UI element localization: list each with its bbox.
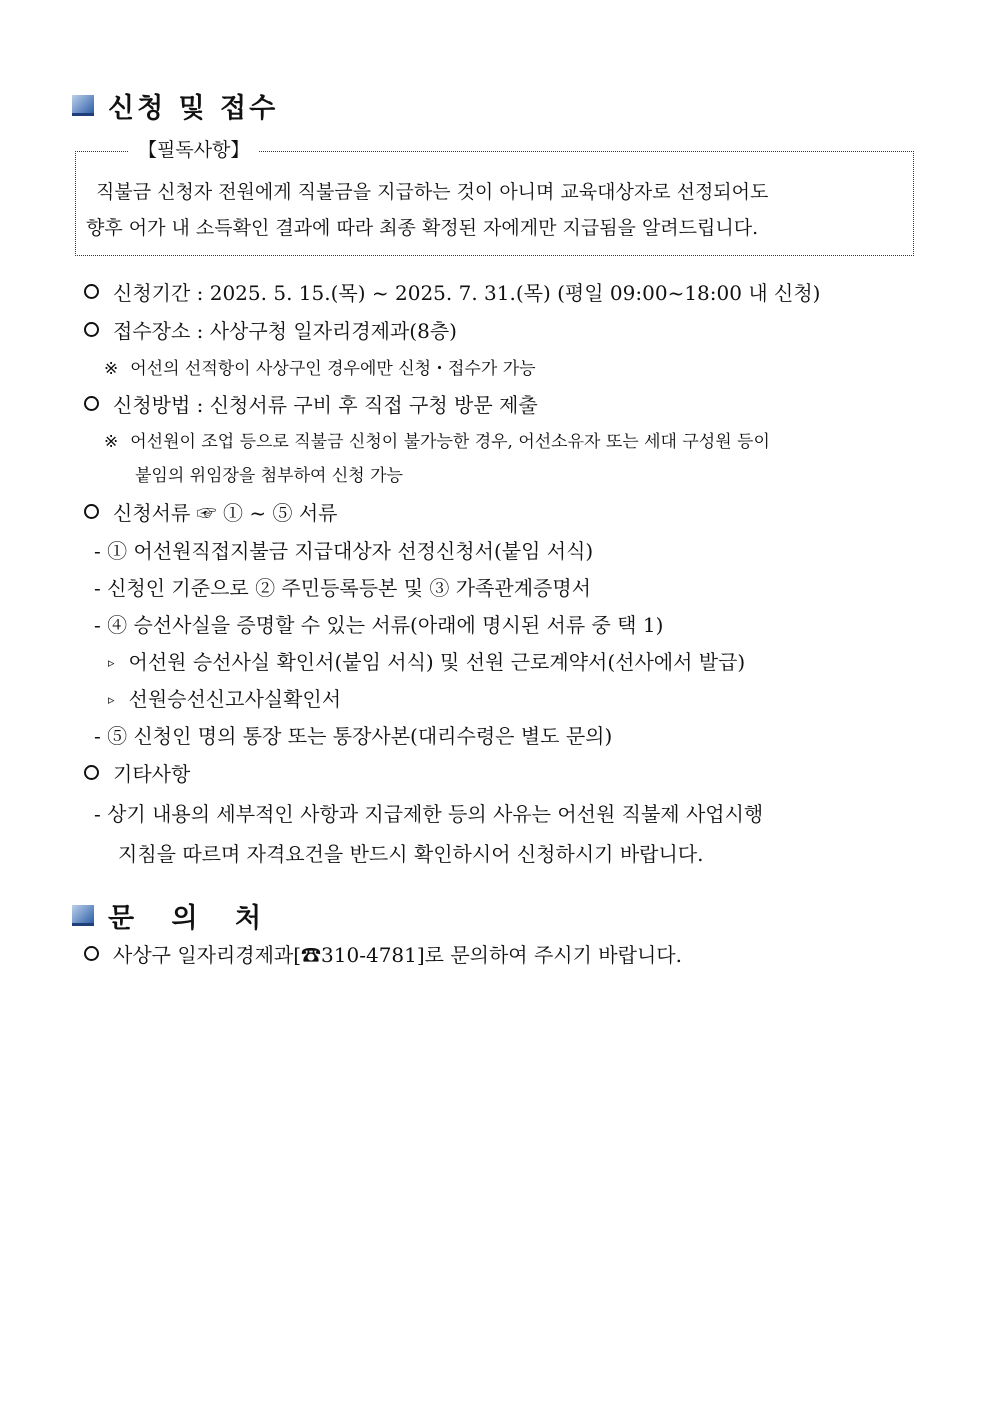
circle-bullet-icon [84,322,99,337]
doc-5: - ⑤ 신청인 명의 통장 또는 통장사본(대리수령은 별도 문의) [94,724,613,748]
circle-bullet-icon [84,504,99,519]
section-heading-application [72,86,278,125]
method-note-text-1: 어선원이 조업 등으로 직불금 신청이 불가능한 경우, 어선소유자 또는 세대 구성원 등이 [130,432,770,452]
method-note-line-2: 붙임의 위임장을 첨부하여 신청 가능 [135,466,403,486]
doc-3b-text: 선원승선신고사실확인서 [128,687,342,711]
place-note-text: 어선의 선적항이 사상구인 경우에만 신청・접수가 가능 [130,359,536,379]
item-period-text: 신청기간 : 2025. 5. 15.(목) ~ 2025. 7. 31.(목) (평일 09:00~18:00 내 신청) [113,281,821,305]
place-note [104,358,536,380]
triangle-bullet-icon: ▹ [108,693,115,708]
circle-bullet-icon [84,946,99,961]
doc-1: - ① 어선원직접지불금 지급대상자 선정신청서(붙임 서식) [94,539,594,563]
item-etc-text: 기타사항 [113,762,191,786]
reference-mark-icon: ※ [104,359,119,379]
method-note-line-1 [104,431,770,453]
item-docs [84,500,337,526]
item-etc [84,761,190,787]
reference-mark-icon: ※ [104,432,119,452]
notice-line-1: 직불금 신청자 전원에게 직불금을 지급하는 것이 아니며 교육대상자로 선정되어도 [96,181,769,203]
circle-bullet-icon [84,396,99,411]
item-docs-text: 신청서류 ☞ ① ~ ⑤ 서류 [113,501,338,525]
section-title: 문 의 처 [108,903,276,934]
notice-line-2: 향후 어가 내 소득확인 결과에 따라 최종 확정된 자에게만 지급됨을 알려드립니다. [86,217,759,239]
item-method [84,392,538,418]
doc-3a-text: 어선원 승선사실 확인서(붙임 서식) 및 선원 근로계약서(선사에서 발급) [128,650,746,674]
item-period [84,280,820,306]
section-title: 신청 및 접수 [108,93,279,124]
triangle-bullet-icon: ▹ [108,656,115,671]
section-heading-contact [72,896,275,935]
etc-line-1: - 상기 내용의 세부적인 사항과 지급제한 등의 사유는 어선원 직불제 사업시행 [94,802,764,826]
doc-2: - 신청인 기준으로 ② 주민등록등본 및 ③ 가족관계증명서 [94,576,591,600]
doc-3a [108,649,745,677]
contact-line [84,942,682,968]
circle-bullet-icon [84,765,99,780]
notice-box [75,139,914,256]
item-place-text: 접수장소 : 사상구청 일자리경제과(8층) [113,319,457,343]
doc-3b [108,686,341,714]
notice-title: 【필독사항】 [128,138,259,162]
section-square-icon [72,95,94,116]
circle-bullet-icon [84,284,99,299]
contact-text: 사상구 일자리경제과[☎310-4781]로 문의하여 주시기 바랍니다. [113,943,682,967]
etc-line-2: 지침을 따르며 자격요건을 반드시 확인하시어 신청하시기 바랍니다. [118,842,704,866]
item-method-text: 신청방법 : 신청서류 구비 후 직접 구청 방문 제출 [113,393,538,417]
section-square-icon [72,905,94,926]
item-place [84,318,457,344]
doc-3: - ④ 승선사실을 증명할 수 있는 서류(아래에 명시된 서류 중 택 1) [94,613,664,637]
